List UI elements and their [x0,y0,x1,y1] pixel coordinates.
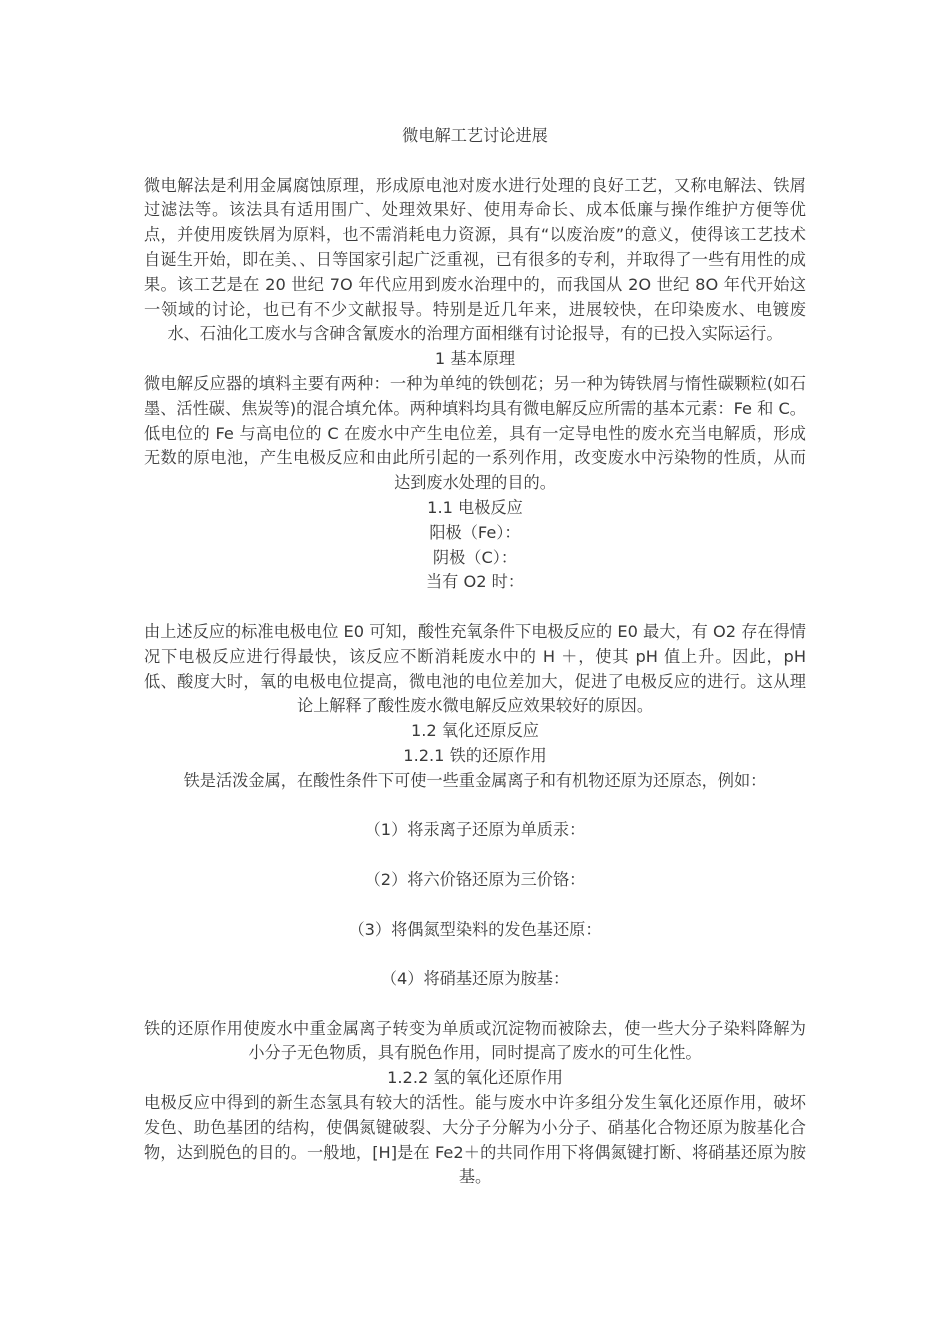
list-item: （2）将六价铬还原为三价铬： [364,869,586,889]
document-page [144,124,806,1190]
section-1-1-heading: 1.1 电极反应 [427,497,523,517]
cathode-label: 阴极（C）： [432,547,518,567]
section-1-2-1-conclusion: 铁的还原作用使废水中重金属离子转变为单质或沉淀物而被除去，使一些大分子染料降解为小分子无色物质，具有脱色作用，同时提高了废水的可生化性。 [144,1018,806,1063]
list-item: （1）将汞离子还原为单质汞： [364,820,586,840]
list-item: （3）将偶氮型染料的发色基还原： [348,919,602,939]
anode-label: 阳极（Fe）： [429,522,521,542]
section-1-2-2-heading: 1.2.2 氢的氧化还原作用 [387,1068,563,1088]
section-1-2-1-heading: 1.2.1 铁的还原作用 [403,745,547,765]
list-item: （4）将硝基还原为胺基： [380,969,570,989]
section-1-2-1-intro: 铁是活泼金属，在酸性条件下可使一些重金属离子和有机物还原为还原态，例如： [183,770,767,790]
section-1-paragraph: 微电解反应器的填料主要有两种：一种为单纯的铁刨花；另一种为铸铁屑与惰性碳颗粒(如石墨、活性碳、焦炭等)的混合填允体。两种填料均具有微电解反应所需的基本元素：Fe 和 C。低电位的 Fe 与高电位的 C 在废水中产生电位差，具有一定导电性的废水充当电解质，形成无数的原电池，产生电极反应和由此所引起的一系列作用，改变废水中污染物的性质，从而达到废水处理的目的。 [144,373,806,493]
oxygen-label: 当有 O2 时： [425,572,525,592]
document-title: 微电解工艺讨论进展 [402,126,548,145]
intro-paragraph: 微电解法是利用金属腐蚀原理，形成原电池对废水进行处理的良好工艺，又称电解法、铁屑过滤法等。该法具有适用围广、处理效果好、使用寿命长、成本低廉与操作维护方便等优点，并使用废铁屑为原料，也不需消耗电力资源，具有“以废治废”的意义，使得该工艺技术自诞生开始，即在美、、日等国家引起广泛重视，已有很多的专利，并取得了一些有用性的成果。该工艺是在 20 世纪 7O 年代应用到废水治理中的，而我国从 2O 世纪 8O 年代开始这一领域的讨论，也已有不少文献报导。特别是近几年来，进展较快，在印染废水、电镀废水、石油化工废水与含砷含氰废水的治理方面相继有讨论报导，有的已投入实际运行。 [144,175,806,344]
section-1-2-2-paragraph: 电极反应中得到的新生态氢具有较大的活性。能与废水中许多组分发生氧化还原作用，破坏发色、助色基团的结构，使偶氮键破裂、大分子分解为小分子、硝基化合物还原为胺基化合物，达到脱色的目的。一般地，[H]是在 Fe2＋的共同作用下将偶氮键打断、将硝基还原为胺基。 [144,1093,806,1187]
section-1-2-heading: 1.2 氧化还原反应 [410,721,539,741]
section-1-1-paragraph: 由上述反应的标准电极电位 E0 可知，酸性充氧条件下电极反应的 E0 最大，有 O2 存在得情况下电极反应进行得最快，该反应不断消耗废水中的 H ＋，使其 pH 值上升。因此，pH 低、酸度大时，氧的电极电位提高，微电池的电位差加大，促进了电极反应的进行。这从理论上解释了酸性废水微电解反应效果较好的原因。 [144,621,806,716]
section-1-heading: 1 基本原理 [434,349,516,369]
